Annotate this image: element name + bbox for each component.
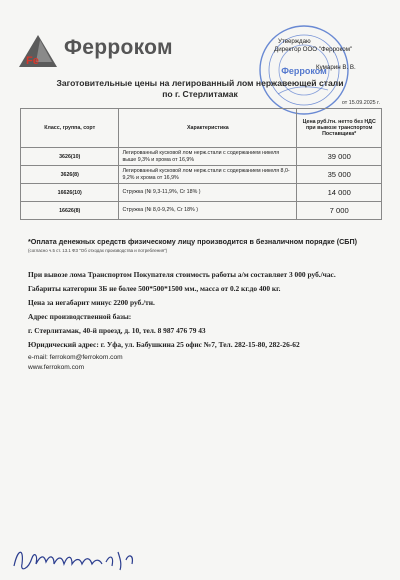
dimensions-info: Габариты категории 3Б не более 500*500*1500 мм., масса от 0.2 кг.до 400 кг.	[28, 284, 281, 293]
document-title	[20, 78, 380, 100]
company-name: Ферроком	[64, 36, 173, 59]
row-description: Легированный кусковой лом нерж.стали с содержанием никеля выше 9,3% и хрома от 16,9%	[119, 148, 297, 166]
base-address-label: Адрес производственной базы:	[28, 312, 132, 321]
row-price: 39 000	[297, 148, 382, 166]
legal-address: Юридический адрес: г. Уфа, ул. Бабушкина 25 офис №7, Тел. 282-15-80, 282-26-62	[28, 340, 300, 349]
approval-block	[258, 38, 398, 73]
row-class: 3626(10)	[21, 148, 119, 166]
row-description: Легированный кусковой лом нерж.стали с содержанием никеля 8,0-9,2% и хрома от 16,9%	[119, 166, 297, 184]
table-row	[21, 166, 382, 184]
row-class: 3626(8)	[21, 166, 119, 184]
row-price: 7 000	[297, 202, 382, 220]
approver-name: Кумарин В. В.	[316, 64, 356, 72]
base-address: г. Стерлитамак, 40-й проезд, д. 10, тел. 8 987 476 79 43	[28, 326, 206, 335]
website-link[interactable]: www.ferrokom.com	[28, 364, 85, 371]
row-class: 16626(10)	[21, 184, 119, 202]
logo-letters: Fe	[26, 55, 39, 67]
table-header-row	[21, 109, 382, 148]
table-row	[21, 202, 382, 220]
row-description: Стружка (Ni 8,0-9,2%, Cr 18% )	[119, 202, 297, 220]
payment-note: *Оплата денежных средств физическому лицу производится в безналичном порядке (СБП)	[28, 237, 358, 246]
transport-info: При вывозе лома Транспортом Покупателя стоимость работы а/м составляет 3 000 руб./час.	[28, 270, 336, 279]
oversize-info: Цена за негабарит минус 2200 руб./тн.	[28, 298, 155, 307]
header-class: Класс, группа, сорт	[21, 109, 119, 148]
company-logo	[18, 34, 178, 68]
title-line1: Заготовительные цены на легированный лом нержавеющей стали	[56, 78, 344, 88]
title-line2: по г. Стерлитамак	[162, 89, 238, 99]
logo-triangle-icon	[18, 34, 58, 68]
table-row	[21, 148, 382, 166]
table-row	[21, 184, 382, 202]
price-table	[20, 108, 382, 220]
approve-line2: Директор ООО "Ферроком"	[274, 46, 353, 54]
document-date: от 15.09.2025 г.	[341, 100, 380, 106]
law-reference: (согласно ч.5 ст. 13.1 ФЗ "Об отходах производства и потребления")	[28, 248, 168, 253]
handwritten-signature	[10, 540, 140, 576]
header-price: Цена руб./тн. нетто без НДС при вывозе транспортом Поставщика*	[297, 109, 382, 148]
row-class: 16626(8)	[21, 202, 119, 220]
approve-line1: Утверждаю	[278, 38, 311, 45]
email-link[interactable]: e-mail: ferrokom@ferrokom.com	[28, 354, 123, 361]
stamp-name: Ферроком	[281, 66, 327, 76]
row-price: 14 000	[297, 184, 382, 202]
row-price: 35 000	[297, 166, 382, 184]
header-description: Характеристика	[119, 109, 297, 148]
row-description: Стружка (Ni 9,3-11,9%, Cr 18% )	[119, 184, 297, 202]
